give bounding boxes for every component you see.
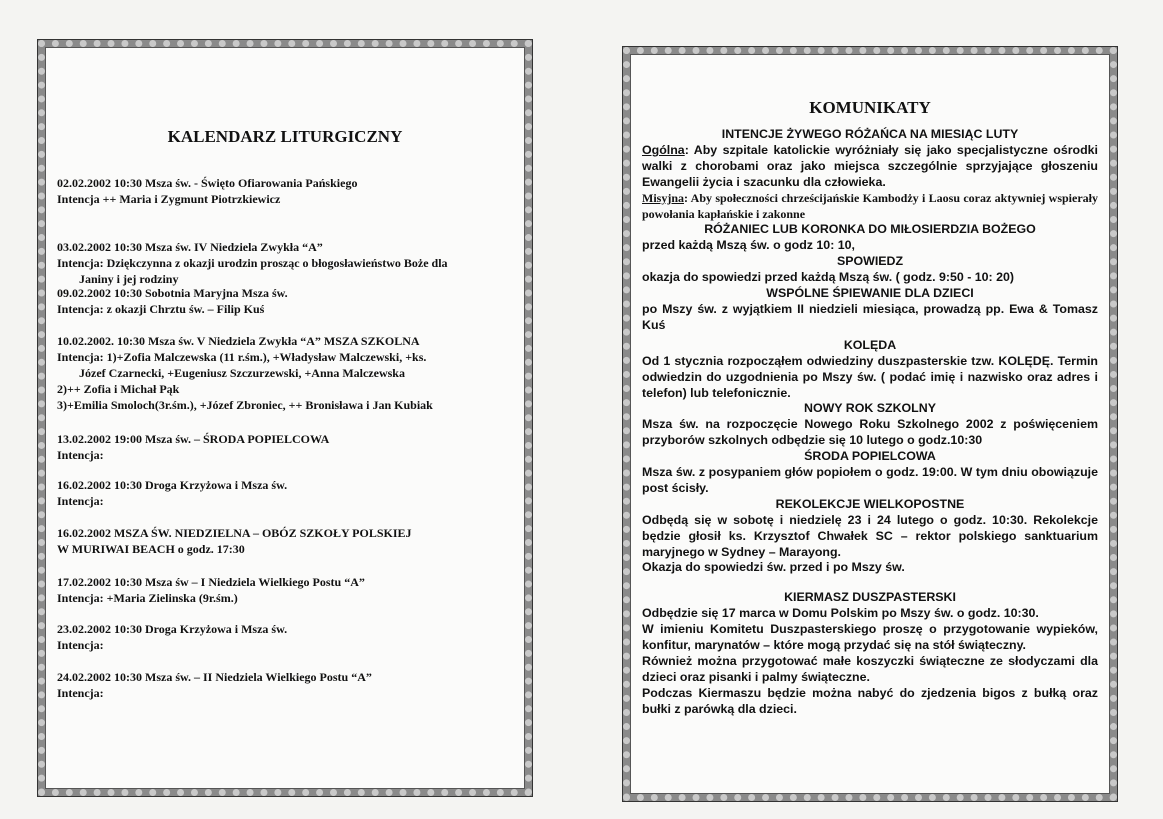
section-heading: SPOWIEDZ (836, 254, 904, 269)
entry-line: 09.02.2002 10:30 Sobotnia Maryjna Msza św. (57, 286, 288, 300)
calendar-entry (57, 477, 511, 509)
calendar-entry (57, 621, 511, 653)
entry-line: 24.02.2002 10:30 Msza św. – II Niedziela Wielkiego Postu “A” (57, 670, 372, 684)
section-text: Msza św. na rozpoczęcie Nowego Roku Szkolnego 2002 z poświęceniem przyborów szkolnych odbędzie się 10 lutego o godz.10:30 (642, 417, 1098, 448)
entry-line: 23.02.2002 10:30 Droga Krzyżowa i Msza św. (57, 622, 288, 636)
section-heading: ŚRODA POPIELCOWA (804, 449, 936, 464)
announcements-body (642, 127, 1098, 718)
calendar-entry (57, 333, 511, 413)
announcements-panel (623, 47, 1117, 801)
label: Misyjna (642, 190, 684, 205)
section-text: Odbędą się w sobotę i niedzielę 23 i 24 lutego o godz. 10:30. Rekolekcje będzie głosił ks. Krzysztof Chwałek SC – rektor polskiego sanktuarium maryjnego w Sydney – Marayong. (642, 512, 1098, 559)
entry-line: 16.02.2002 10:30 Droga Krzyżowa i Msza św. (57, 478, 288, 492)
announcements-title: KOMUNIKATY (809, 98, 931, 117)
calendar-title: KALENDARZ LITURGICZNY (167, 127, 403, 146)
entry-line: Intencja: (57, 686, 104, 700)
entry-line: Intencja: (57, 494, 104, 508)
entry-line: 3)+Emilia Smoloch(3r.śm.), +Józef Zbroniec, ++ Bronisława i Jan Kubiak (57, 398, 433, 412)
entry-line: 17.02.2002 10:30 Msza św – I Niedziela Wielkiego Postu “A” (57, 575, 365, 589)
entry-line: 2)++ Zofia i Michał Pąk (57, 382, 180, 396)
entry-line: Intencja: (57, 448, 104, 462)
entry-line: Intencja: +Maria Zielinska (9r.śm.) (57, 591, 238, 605)
section-heading: RÓŻANIEC LUB KORONKA DO MIŁOSIERDZIA BOŻEGO (704, 222, 1036, 237)
section-heading: REKOLEKCJE WIELKOPOSTNE (775, 496, 965, 511)
entry-line: 02.02.2002 10:30 Msza św. - Święto Ofiarowania Pańskiego (57, 176, 358, 190)
section-text: Od 1 stycznia rozpocząłem odwiedziny duszpasterskie tzw. KOLĘDĘ. Termin odwiedzin do uzgodnienia po Mszy św. ( podać imię i nazwisko oraz adres i telefon) lub telefonicznie. (642, 353, 1098, 400)
section-text: Również można przygotować małe koszyczki świąteczne ze słodyczami dla dzieci oraz pisanki i palmy świąteczne. (642, 654, 1098, 684)
section-heading: KIERMASZ DUSZPASTERSKI (784, 590, 956, 605)
entry-line: 13.02.2002 19:00 Msza św. – ŚRODA POPIELCOWA (57, 432, 330, 446)
calendar-entry (57, 285, 511, 317)
calendar-entry (57, 669, 511, 701)
section-heading: NOWY ROK SZKOLNY (804, 401, 936, 416)
calendar-entry (57, 239, 511, 287)
entry-line: Intencja: z okazji Chrztu św. – Filip Kuś (57, 302, 265, 316)
entry-line: Intencja: 1)+Zofia Malczewska (11 r.śm.), +Władysław Malczewski, +ks. (57, 350, 427, 364)
calendar-entry (57, 525, 511, 557)
entry-line: 10.02.2002. 10:30 Msza św. V Niedziela Zwykła “A” MSZA SZKOLNA (57, 334, 420, 348)
entry-line: Janiny i jej rodziny (79, 272, 179, 286)
section-heading: INTENCJE ŻYWEGO RÓŻAŃCA NA MIESIĄC LUTY (721, 127, 1019, 141)
section-text: okazja do spowiedzi przed każdą Mszą św. ( godz. 9:50 - 10: 20) (642, 270, 1015, 285)
entry-line: 16.02.2002 MSZA ŚW. NIEDZIELNA – OBÓZ SZKOŁY POLSKIEJ (57, 526, 412, 540)
entry-line: 03.02.2002 10:30 Msza św. IV Niedziela Zwykła “A” (57, 240, 323, 254)
section-text: przed każdą Mszą św. o godz 10: 10, (642, 238, 855, 253)
section-text: Podczas Kiermaszu będzie można nabyć do zjedzenia bigos z bułką oraz bułki z parówką dla dzieci. (642, 685, 1098, 716)
section-text: W imieniu Komitetu Duszpasterskiego proszę o przygotowanie wypieków, konfitur, marynatów – które mogą przydać się na stół świąteczny. (642, 622, 1098, 653)
section-heading: WSPÓLNE ŚPIEWANIE DLA DZIECI (766, 286, 974, 301)
section-text: Okazja do spowiedzi św. przed i po Mszy św. (642, 560, 905, 575)
entry-line: Intencja: (57, 638, 104, 652)
text: : Aby społeczności chrześcijańskie Kambodży i Laosu coraz aktywniej wspierały powołania kapłańskie i zakonne (642, 190, 1098, 221)
entry-line: Intencja: Dziękczynna z okazji urodzin prosząc o błogosławieństwo Boże dla (57, 256, 448, 270)
section-text: po Mszy św. z wyjątkiem II niedzieli miesiąca, prowadzą pp. Ewa & Tomasz Kuś (642, 301, 1098, 332)
liturgical-calendar-panel (38, 40, 532, 796)
intention-general (642, 143, 1098, 191)
section-text: Odbędzie się 17 marca w Domu Polskim po Mszy św. o godz. 10:30. (642, 606, 1039, 621)
calendar-entry (57, 175, 511, 207)
entry-line: Józef Czarnecki, +Eugeniusz Szczurzewski, +Anna Malczewska (79, 366, 405, 380)
label: Ogólna (642, 142, 685, 157)
text: : Aby szpitale katolickie wyróżniały się jako specjalistyczne ośrodki walki z chorobami oraz jako miejsca szczególnie sprzyjające głoszeniu Ewangelii życia i szacunku dla człowieka. (642, 142, 1098, 189)
calendar-entry (57, 574, 511, 606)
calendar-entry (57, 431, 511, 463)
section-heading: KOLĘDA (843, 337, 897, 352)
intention-mission (642, 191, 1098, 223)
section-text: Msza św. z posypaniem głów popiołem o godz. 19:00. W tym dniu obowiązuje post ścisły. (642, 465, 1098, 495)
entry-line: W MURIWAI BEACH o godz. 17:30 (57, 542, 245, 556)
entry-line: Intencja ++ Maria i Zygmunt Piotrzkiewicz (57, 192, 281, 206)
